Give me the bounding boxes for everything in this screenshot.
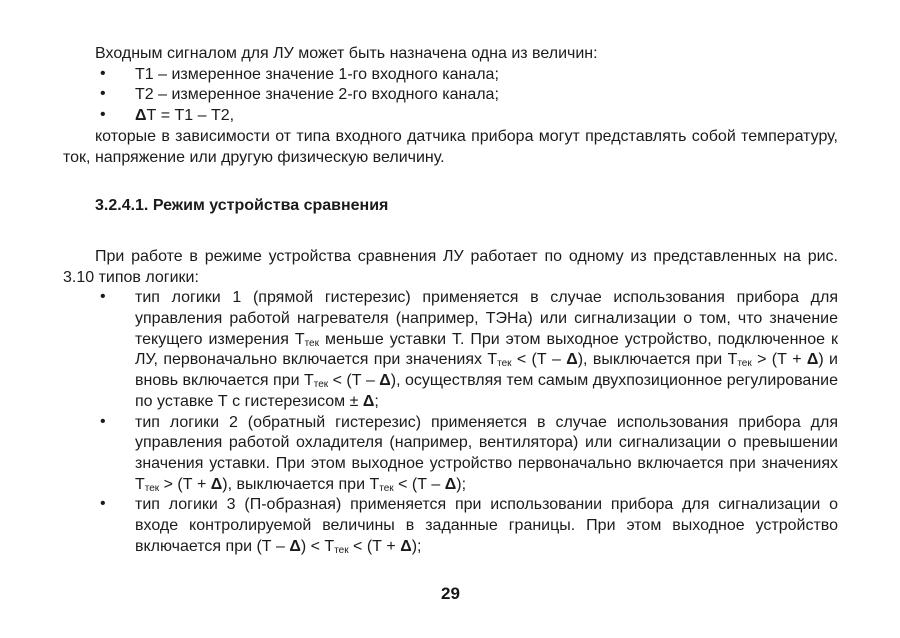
bullet-icon: • [100,288,106,306]
section-lead-paragraph: При работе в режиме устройства сравнения ЛУ работает по одному из представленных на рис. 3.10 типов логики: [63,247,838,286]
page-number: 29 [441,584,460,603]
list-item-text: Т2 – измеренное значение 2-го входного канала; [135,86,499,104]
list-item [63,413,838,496]
intro-outro-paragraph: которые в зависимости от типа входного датчика прибора могут представлять собой температуру, ток, напряжение или другую физическую величину. [63,127,838,166]
list-item [63,106,838,127]
list-item-text: тип логики 2 (обратный гистерезис) применяется в случае использования прибора для управления работой охладителя (например, вентилятора) или сигнализации о превышении значения уставки. При этом выходное устройство первоначально включается при значениях $Т_{тек} > (Т + \Delta)$, выключается при $Т_{тек} < (Т - \Delta)$; [135,413,838,494]
list-item-text: ΔТ = Т1 – Т2, [135,107,235,125]
logic-types-list [63,288,838,557]
intro-lead-paragraph: Входным сигналом для ЛУ может быть назначена одна из величин: [95,45,598,62]
input-values-list [63,65,838,127]
list-item [63,65,838,86]
bullet-icon: • [100,412,106,430]
list-item-text: тип логики 1 (прямой гистерезис) применяется в случае использования прибора для управления работой нагревателя (например, ТЭНа) или сигнализации о том, что значение текущего измерения $Т_{тек}$ меньше уставки Т. При этом выходное устройство, подключенное к ЛУ, первоначально включается при значениях $Т_{тек} < (Т - \Delta)$, выключается при $Т_{тек} > (Т + \Delta)$ и вновь включается при $Т_{тек} < (Т - \Delta)$, осуществляя тем самым двухпозиционное регулирование по уставке Т с гистерезисом ± Δ; [135,289,838,410]
bullet-icon: • [100,85,106,103]
bullet-icon: • [100,106,106,124]
list-item [63,85,838,106]
bullet-icon: • [100,495,106,513]
section-heading: 3.2.4.1. Режим устройства сравнения [95,197,389,215]
bullet-icon: • [100,64,106,82]
list-item-text: Т1 – измеренное значение 1-го входного канала; [135,65,499,83]
page-content [63,44,838,557]
list-item-text: тип логики 3 (П-образная) применяется при использовании прибора для сигнализации о входе контролируемой величины в заданные границы. При этом выходное устройство включается при $(Т - \Delta) < Т_{тек} < (Т + \Delta)$; [135,496,838,556]
list-item [63,495,838,557]
list-item [63,288,838,412]
